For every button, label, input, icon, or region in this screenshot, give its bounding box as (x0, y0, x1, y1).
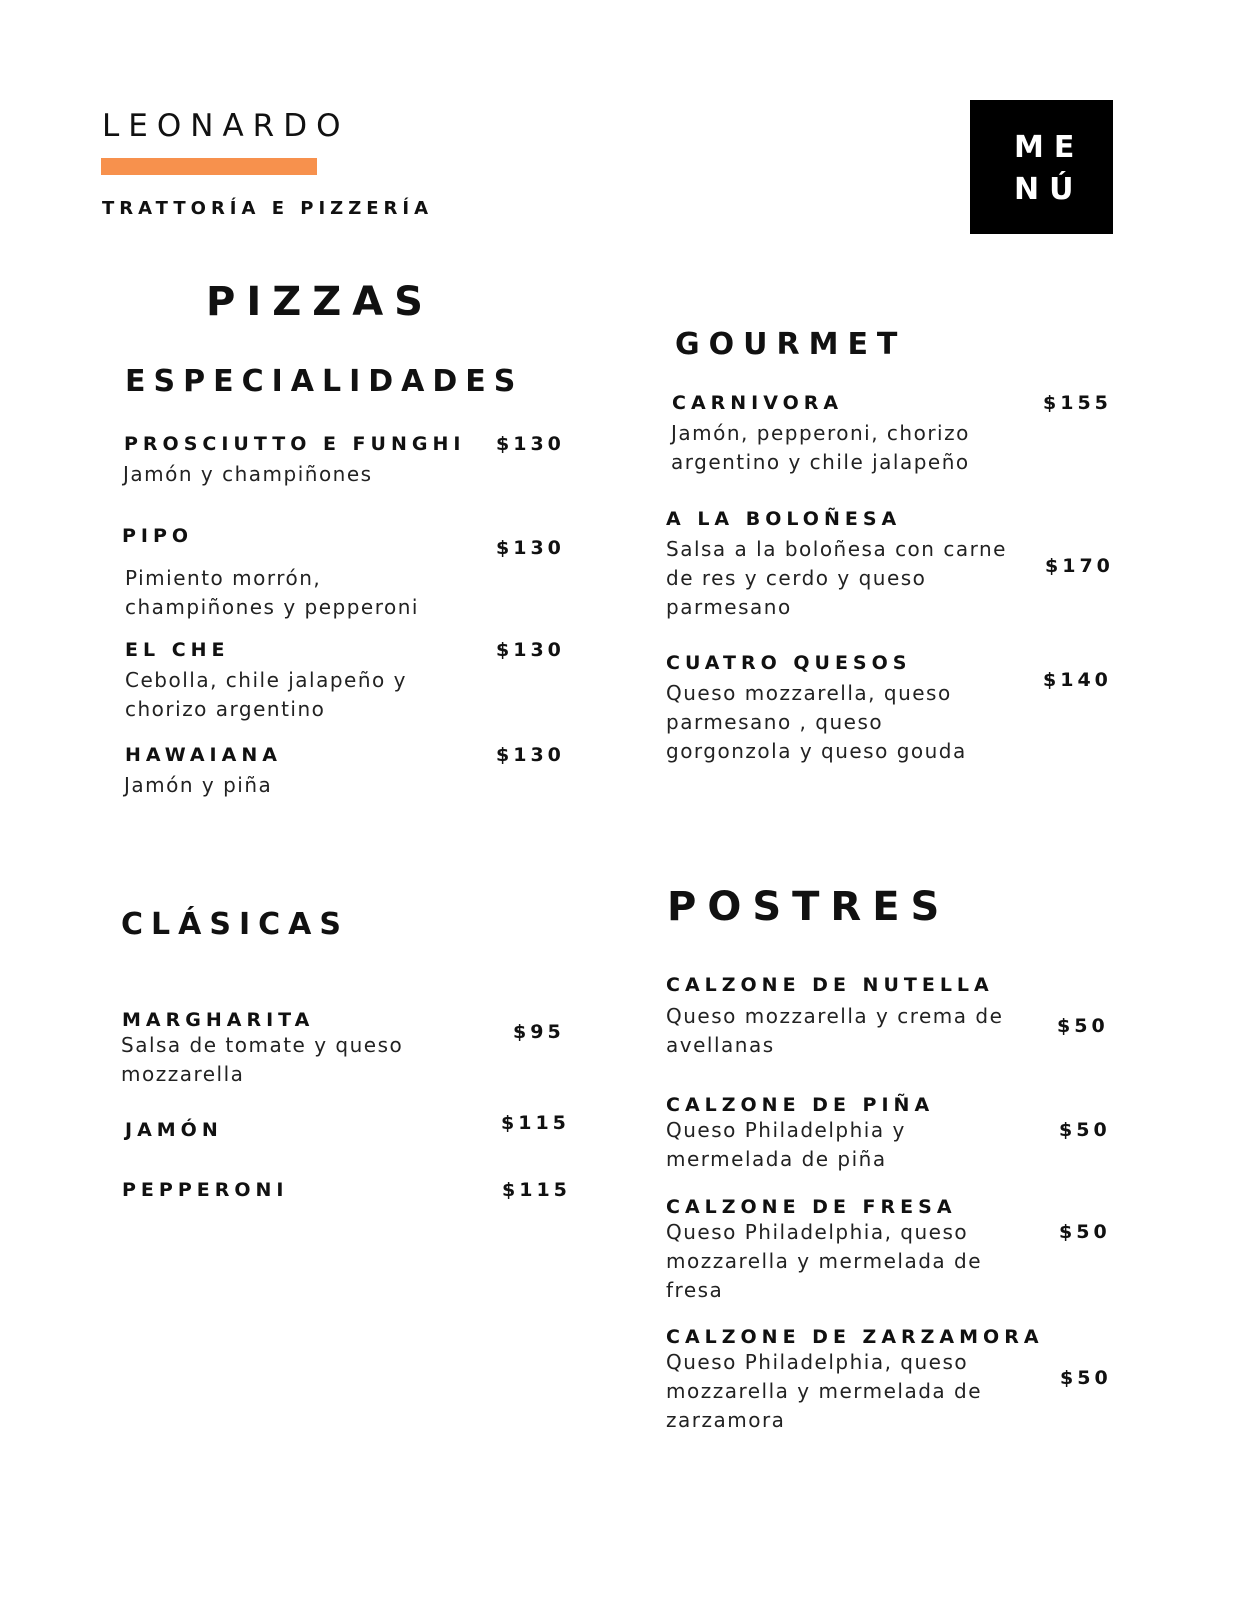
item-name-pepperoni: PEPPERONI (122, 1179, 289, 1201)
item-price-cuatro-quesos: $140 (1043, 669, 1112, 691)
item-price-calzone-nutella: $50 (1057, 1015, 1109, 1037)
desc-line: mermelada de piña (666, 1147, 887, 1171)
item-desc-el-che (125, 666, 407, 724)
desc-line: de res y cerdo y queso (666, 566, 927, 590)
item-name-calzone-zarzamora: CALZONE DE ZARZAMORA (666, 1326, 1044, 1348)
desc-line: Salsa a la boloñesa con carne (666, 537, 1007, 561)
item-desc-cuatro-quesos (666, 679, 967, 766)
desc-line: chorizo argentino (125, 697, 326, 721)
item-price-calzone-fresa: $50 (1059, 1221, 1111, 1243)
item-desc-calzone-zarzamora (666, 1348, 982, 1435)
item-desc-hawaiana (124, 771, 272, 800)
item-name-el-che: EL CHE (125, 639, 230, 661)
desc-line: parmesano (666, 595, 792, 619)
item-name-prosciutto: PROSCIUTTO E FUNGHI (124, 433, 466, 455)
desc-line: zarzamora (666, 1408, 786, 1432)
item-price-prosciutto: $130 (496, 433, 565, 455)
desc-line: mozzarella (121, 1062, 245, 1086)
item-name-margharita: MARGHARITA (122, 1009, 315, 1031)
restaurant-name: LEONARDO (102, 108, 350, 144)
item-desc-calzone-nutella (666, 1002, 1003, 1060)
desc-line: Jamón y champiñones (123, 462, 373, 486)
desc-line: avellanas (666, 1033, 775, 1057)
desc-line: Queso mozzarella, queso (666, 681, 952, 705)
desc-line: argentino y chile jalapeño (671, 450, 970, 474)
item-price-el-che: $130 (496, 639, 565, 661)
item-name-calzone-fresa: CALZONE DE FRESA (666, 1196, 957, 1218)
desc-line: Queso Philadelphia, queso (666, 1350, 969, 1374)
section-title-pizzas: PIZZAS (206, 279, 434, 325)
item-name-bolonesa: A LA BOLOÑESA (666, 508, 902, 530)
item-desc-calzone-pina (666, 1116, 906, 1174)
item-price-bolonesa: $170 (1045, 555, 1114, 577)
item-price-margharita: $95 (513, 1021, 565, 1043)
menu-badge-line-2: NÚ (1014, 172, 1084, 207)
item-price-calzone-zarzamora: $50 (1060, 1367, 1112, 1389)
section-title-clasicas: CLÁSICAS (121, 907, 349, 942)
item-price-pipo: $130 (496, 537, 565, 559)
item-name-jamon: JAMÓN (125, 1119, 223, 1141)
desc-line: Cebolla, chile jalapeño y (125, 668, 407, 692)
section-title-postres: POSTRES (667, 884, 951, 930)
item-price-jamon: $115 (501, 1112, 570, 1134)
item-desc-bolonesa (666, 535, 1007, 622)
section-title-especialidades: ESPECIALIDADES (125, 364, 524, 399)
desc-line: parmesano , queso (666, 710, 884, 734)
desc-line: gorgonzola y queso gouda (666, 739, 967, 763)
desc-line: Queso Philadelphia, queso (666, 1220, 969, 1244)
desc-line: Salsa de tomate y queso (121, 1033, 404, 1057)
item-name-hawaiana: HAWAIANA (125, 744, 282, 766)
desc-line: mozzarella y mermelada de (666, 1379, 983, 1403)
desc-line: Pimiento morrón, (125, 566, 322, 590)
item-price-pepperoni: $115 (502, 1179, 571, 1201)
item-desc-prosciutto (123, 460, 373, 489)
desc-line: Queso mozzarella y crema de (666, 1004, 1004, 1028)
restaurant-subtitle: TRATTORÍA E PIZZERÍA (102, 198, 434, 219)
item-price-calzone-pina: $50 (1059, 1119, 1111, 1141)
section-title-gourmet: GOURMET (675, 327, 907, 362)
item-price-hawaiana: $130 (496, 744, 565, 766)
menu-badge (970, 100, 1113, 234)
desc-line: fresa (666, 1278, 724, 1302)
item-desc-calzone-fresa (666, 1218, 982, 1305)
accent-bar (101, 158, 317, 175)
item-price-carnivora: $155 (1043, 392, 1112, 414)
item-name-calzone-pina: CALZONE DE PIÑA (666, 1094, 935, 1116)
desc-line: Queso Philadelphia y (666, 1118, 906, 1142)
desc-line: champiñones y pepperoni (125, 595, 419, 619)
item-desc-pipo (125, 564, 419, 622)
item-name-pipo: PIPO (122, 525, 194, 547)
desc-line: Jamón, pepperoni, chorizo (671, 421, 970, 445)
desc-line: mozzarella y mermelada de (666, 1249, 983, 1273)
item-name-cuatro-quesos: CUATRO QUESOS (666, 652, 912, 674)
menu-badge-line-1: ME (1014, 130, 1085, 165)
item-desc-margharita (121, 1031, 403, 1089)
item-name-calzone-nutella: CALZONE DE NUTELLA (666, 974, 994, 996)
item-name-carnivora: CARNIVORA (672, 392, 844, 414)
desc-line: Jamón y piña (124, 773, 273, 797)
item-desc-carnivora (671, 419, 970, 477)
